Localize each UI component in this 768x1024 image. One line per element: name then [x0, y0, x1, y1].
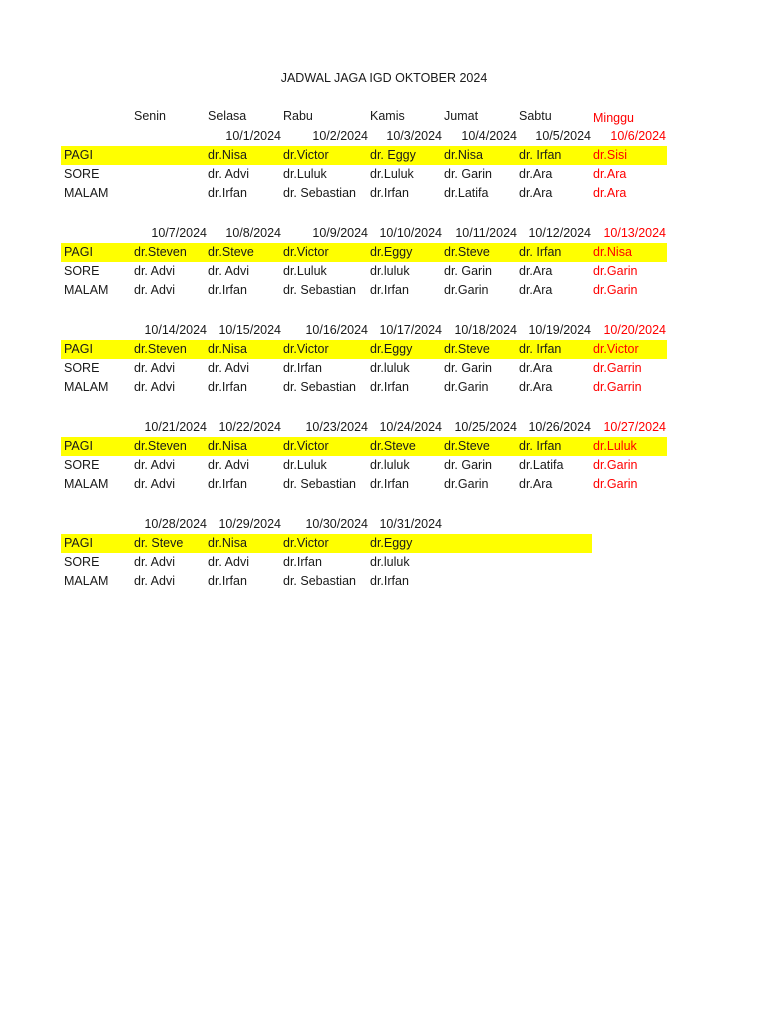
doctor-cell: dr.Nisa [208, 439, 247, 453]
shift-row-malam [61, 572, 592, 591]
page-title: JADWAL JAGA IGD OKTOBER 2024 [280, 71, 488, 85]
doctor-cell: dr.luluk [370, 264, 410, 278]
day-header: Selasa [208, 109, 247, 123]
date-cell: 10/5/2024 [535, 129, 591, 143]
date-row [0, 323, 768, 339]
doctor-cell: dr.Victor [283, 148, 329, 162]
doctor-cell-sunday: dr.Garin [593, 283, 638, 297]
day-header-row [0, 109, 768, 125]
doctor-cell: dr.Irfan [370, 186, 409, 200]
week-block [0, 323, 768, 403]
day-header-sunday: Minggu [593, 111, 634, 125]
doctor-cell: dr.Eggy [370, 245, 413, 259]
shift-row-pagi [61, 534, 592, 553]
date-cell: 10/9/2024 [312, 226, 368, 240]
date-cell: 10/28/2024 [144, 517, 207, 531]
doctor-cell-sunday: dr.Garin [593, 477, 638, 491]
doctor-cell: dr.Garin [444, 477, 489, 491]
doctor-cell: dr.luluk [370, 458, 410, 472]
doctor-cell: dr.luluk [370, 361, 410, 375]
doctor-cell: dr.Garin [444, 283, 489, 297]
doctor-cell: dr. Sebastian [283, 186, 356, 200]
doctor-cell: dr. Irfan [519, 439, 562, 453]
date-cell: 10/15/2024 [218, 323, 281, 337]
doctor-cell-sunday: dr.Ara [593, 167, 627, 181]
shift-row-sore [61, 165, 667, 184]
doctor-cell: dr.Steve [208, 245, 254, 259]
doctor-cell: dr. Garin [444, 167, 492, 181]
doctor-cell: dr.Steve [444, 245, 490, 259]
date-cell: 10/23/2024 [305, 420, 368, 434]
date-sunday: 10/13/2024 [603, 226, 666, 240]
doctor-cell: dr. Irfan [519, 148, 562, 162]
date-cell: 10/22/2024 [218, 420, 281, 434]
shift-label: MALAM [64, 283, 109, 297]
doctor-cell: dr.Ara [519, 264, 553, 278]
shift-row-pagi [61, 437, 667, 456]
date-cell: 10/21/2024 [144, 420, 207, 434]
doctor-cell: dr. Sebastian [283, 477, 356, 491]
shift-label: MALAM [64, 380, 109, 394]
doctor-cell: dr. Advi [208, 555, 249, 569]
doctor-cell: dr.Victor [283, 342, 329, 356]
shift-row-sore [61, 456, 667, 475]
doctor-cell: dr.Ara [519, 477, 553, 491]
doctor-cell: dr.Irfan [208, 574, 247, 588]
doctor-cell: dr.Luluk [283, 458, 327, 472]
doctor-cell: dr. Steve [134, 536, 184, 550]
date-cell: 10/12/2024 [528, 226, 591, 240]
day-header: Jumat [444, 109, 479, 123]
shift-row-malam [61, 281, 667, 300]
doctor-cell-sunday: dr.Sisi [593, 148, 628, 162]
doctor-cell: dr.Irfan [370, 283, 409, 297]
shift-label: MALAM [64, 574, 109, 588]
doctor-cell: dr.Latifa [444, 186, 489, 200]
doctor-cell: dr. Advi [134, 283, 175, 297]
doctor-cell: dr.Steve [444, 342, 490, 356]
shift-row-sore [61, 262, 667, 281]
doctor-cell: dr. Advi [134, 477, 175, 491]
doctor-cell: dr.Nisa [208, 536, 247, 550]
doctor-cell: dr. Advi [134, 264, 175, 278]
doctor-cell: dr.Garin [444, 380, 489, 394]
doctor-cell: dr.Irfan [370, 477, 409, 491]
doctor-cell-sunday: dr.Garin [593, 458, 638, 472]
date-cell: 10/24/2024 [379, 420, 442, 434]
doctor-cell: dr.Steven [134, 439, 187, 453]
doctor-cell: dr. Garin [444, 458, 492, 472]
week-block [0, 420, 768, 500]
doctor-cell: dr.Irfan [283, 361, 322, 375]
shift-label: SORE [64, 361, 100, 375]
date-cell: 10/25/2024 [454, 420, 517, 434]
doctor-cell: dr.Victor [283, 536, 329, 550]
doctor-cell: dr.luluk [370, 555, 410, 569]
doctor-cell: dr.Irfan [208, 283, 247, 297]
date-cell: 10/4/2024 [461, 129, 517, 143]
doctor-cell: dr.Victor [283, 245, 329, 259]
date-cell: 10/10/2024 [379, 226, 442, 240]
shift-label: SORE [64, 264, 100, 278]
shift-label: PAGI [64, 342, 93, 356]
shift-label: PAGI [64, 148, 93, 162]
date-cell: 10/30/2024 [305, 517, 368, 531]
doctor-cell: dr.Irfan [370, 574, 409, 588]
day-header: Kamis [370, 109, 405, 123]
date-cell: 10/11/2024 [455, 226, 517, 240]
doctor-cell: dr.Irfan [283, 555, 322, 569]
shift-label: PAGI [64, 245, 93, 259]
doctor-cell: dr.Luluk [370, 167, 414, 181]
doctor-cell: dr. Irfan [519, 245, 562, 259]
doctor-cell: dr.Irfan [370, 380, 409, 394]
date-cell: 10/17/2024 [379, 323, 442, 337]
doctor-cell: dr.Steve [444, 439, 490, 453]
date-cell: 10/18/2024 [454, 323, 517, 337]
day-header: Sabtu [519, 109, 552, 123]
shift-row-malam [61, 378, 667, 397]
date-cell: 10/26/2024 [528, 420, 591, 434]
doctor-cell: dr.Latifa [519, 458, 564, 472]
shift-row-malam [61, 475, 667, 494]
date-row [0, 420, 768, 436]
date-cell: 10/3/2024 [386, 129, 442, 143]
shift-row-sore [61, 359, 667, 378]
date-sunday: 10/20/2024 [603, 323, 666, 337]
date-row [0, 517, 768, 533]
shift-row-sore [61, 553, 592, 572]
doctor-cell: dr. Garin [444, 361, 492, 375]
doctor-cell: dr. Advi [134, 555, 175, 569]
doctor-cell-sunday: dr.Nisa [593, 245, 632, 259]
doctor-cell: dr.Irfan [208, 380, 247, 394]
doctor-cell: dr. Advi [134, 361, 175, 375]
date-cell: 10/16/2024 [305, 323, 368, 337]
doctor-cell: dr.Steven [134, 342, 187, 356]
date-sunday: 10/27/2024 [603, 420, 666, 434]
date-row [0, 226, 768, 242]
doctor-cell: dr.Ara [519, 361, 553, 375]
doctor-cell-sunday: dr.Ara [593, 186, 627, 200]
doctor-cell: dr.Luluk [283, 264, 327, 278]
date-cell: 10/19/2024 [528, 323, 591, 337]
week-block [0, 517, 768, 597]
doctor-cell: dr. Advi [208, 167, 249, 181]
doctor-cell: dr. Advi [208, 458, 249, 472]
shift-row-pagi [61, 146, 667, 165]
doctor-cell: dr.Ara [519, 186, 553, 200]
doctor-cell: dr.Eggy [370, 342, 413, 356]
doctor-cell: dr. Advi [208, 361, 249, 375]
doctor-cell: dr.Irfan [208, 477, 247, 491]
date-cell: 10/31/2024 [379, 517, 442, 531]
doctor-cell: dr. Sebastian [283, 283, 356, 297]
doctor-cell: dr.Ara [519, 167, 553, 181]
doctor-cell-sunday: dr.Victor [593, 342, 639, 356]
doctor-cell: dr.Ara [519, 283, 553, 297]
shift-label: MALAM [64, 477, 109, 491]
doctor-cell: dr.Irfan [208, 186, 247, 200]
doctor-cell: dr.Nisa [208, 342, 247, 356]
shift-row-malam [61, 184, 667, 203]
doctor-cell: dr. Garin [444, 264, 492, 278]
shift-label: PAGI [64, 536, 93, 550]
doctor-cell: dr. Irfan [519, 342, 562, 356]
doctor-cell: dr.Nisa [444, 148, 483, 162]
doctor-cell-sunday: dr.Luluk [593, 439, 637, 453]
shift-label: SORE [64, 458, 100, 472]
doctor-cell: dr. Advi [208, 264, 249, 278]
doctor-cell: dr.Victor [283, 439, 329, 453]
doctor-cell: dr.Eggy [370, 536, 413, 550]
doctor-cell: dr.Steven [134, 245, 187, 259]
date-cell: 10/8/2024 [225, 226, 281, 240]
shift-row-pagi [61, 243, 667, 262]
week-block [0, 226, 768, 306]
date-sunday: 10/6/2024 [610, 129, 666, 143]
date-cell: 10/29/2024 [218, 517, 281, 531]
date-cell: 10/7/2024 [151, 226, 207, 240]
doctor-cell: dr. Advi [134, 380, 175, 394]
doctor-cell: dr.Nisa [208, 148, 247, 162]
doctor-cell-sunday: dr.Garrin [593, 361, 642, 375]
day-header: Senin [134, 109, 166, 123]
doctor-cell-sunday: dr.Garin [593, 264, 638, 278]
date-row [0, 129, 768, 145]
doctor-cell-sunday: dr.Garrin [593, 380, 642, 394]
date-cell: 10/14/2024 [144, 323, 207, 337]
doctor-cell: dr. Sebastian [283, 380, 356, 394]
doctor-cell: dr. Sebastian [283, 574, 356, 588]
doctor-cell: dr. Advi [134, 458, 175, 472]
date-cell: 10/2/2024 [312, 129, 368, 143]
shift-label: SORE [64, 555, 100, 569]
shift-row-pagi [61, 340, 667, 359]
doctor-cell: dr.Steve [370, 439, 416, 453]
doctor-cell: dr.Ara [519, 380, 553, 394]
week-block [0, 129, 768, 209]
date-cell: 10/1/2024 [225, 129, 281, 143]
shift-label: MALAM [64, 186, 109, 200]
shift-label: SORE [64, 167, 100, 181]
shift-label: PAGI [64, 439, 93, 453]
day-header: Rabu [283, 109, 313, 123]
doctor-cell: dr. Advi [134, 574, 175, 588]
doctor-cell: dr. Eggy [370, 148, 416, 162]
doctor-cell: dr.Luluk [283, 167, 327, 181]
